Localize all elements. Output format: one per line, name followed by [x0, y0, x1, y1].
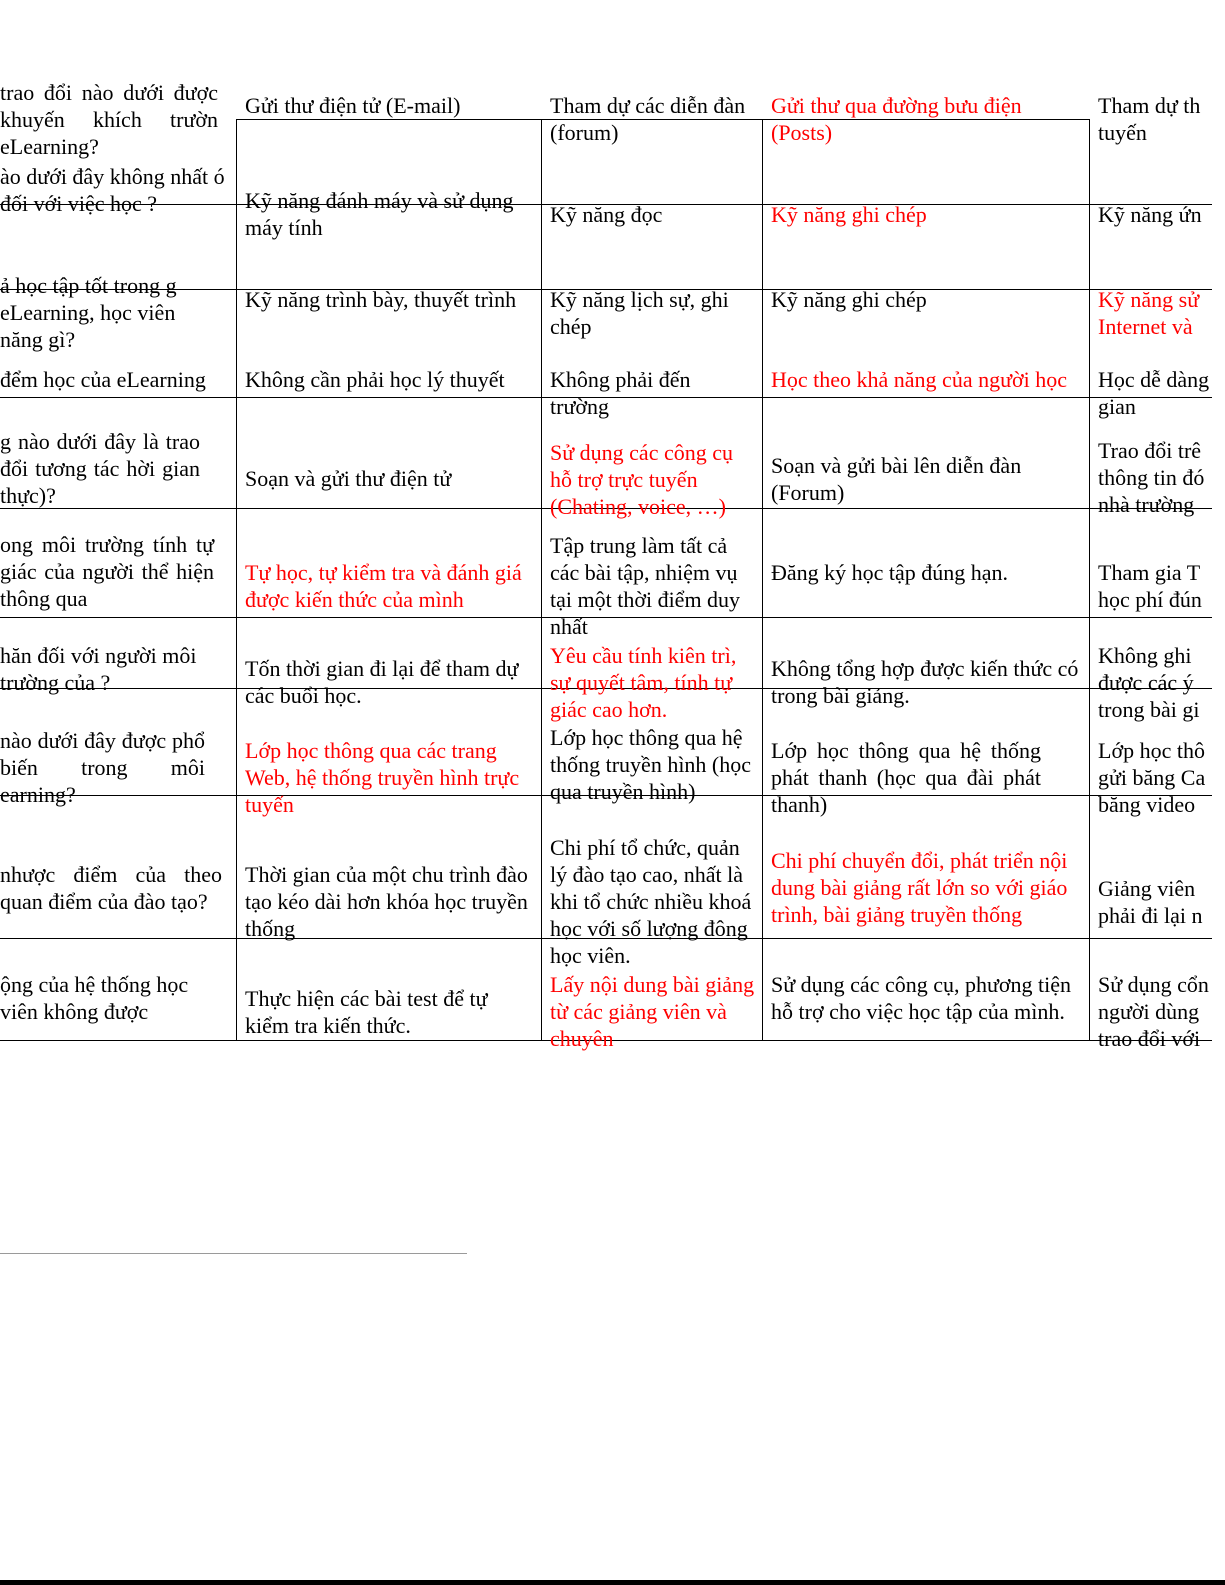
option-a: Thời gian của một chu trình đào tạo kéo dài hơn khóa học truyền thống: [245, 862, 528, 941]
table-rule: [236, 119, 237, 1041]
option-c: Kỹ năng ghi chép: [771, 287, 927, 312]
option-b: Lớp học thông qua hệ thống truyền hình (học qua truyền hình): [550, 725, 752, 804]
option-d: Lớp học thô gửi băng Ca băng video: [1098, 738, 1206, 817]
footnote-separator: [0, 1253, 467, 1254]
question-cell: ong môi trường tính tự giác của người thể hiện thông qua: [0, 532, 214, 611]
option-b: Kỹ năng lịch sự, ghi chép: [550, 287, 729, 339]
option-b-answer: Yêu cầu tính kiên trì, sự quyết tâm, tính tự giác cao hơn.: [550, 643, 737, 722]
option-c-answer: Học theo khả năng của người học: [771, 367, 1068, 392]
option-a: Tốn thời gian đi lại để tham dự các buổi học.: [245, 656, 519, 708]
option-c: Sử dụng các công cụ, phương tiện hỗ trợ cho việc học tập của mình.: [771, 972, 1072, 1024]
option-c-answer: Kỹ năng ghi chép: [771, 202, 927, 227]
option-a: Không cần phải học lý thuyết: [245, 367, 505, 392]
question-cell: hăn đối với người môi trường của ?: [0, 643, 197, 695]
option-a-answer: Lớp học thông qua các trang Web, hệ thống truyền hình trực tuyến: [245, 738, 520, 817]
option-a: Thực hiện các bài test để tự kiểm tra kiến thức.: [245, 986, 488, 1038]
option-b: Không phải đến trường: [550, 367, 691, 419]
option-d: Tham gia T học phí đún: [1098, 560, 1202, 612]
option-b: Kỹ năng đọc: [550, 202, 663, 227]
question-cell: nhược điểm của theo quan điểm của đào tạo?: [0, 862, 222, 914]
option-c-answer: Chi phí chuyển đổi, phát triển nội dung bài giảng rất lớn so với giáo trình, bài giảng truyền thống: [771, 848, 1068, 927]
question-cell: trao đổi nào dưới được khuyến khích trườn eLearning?: [0, 80, 218, 159]
page-bottom-border: [0, 1580, 1225, 1585]
table-rule: [762, 119, 763, 1041]
option-d-answer: Kỹ năng sử Internet và: [1098, 287, 1200, 339]
option-c: Không tổng hợp được kiến thức có trong bài giảng.: [771, 656, 1079, 708]
option-b-answer: Lấy nội dung bài giảng từ các giảng viên và chuyên: [550, 972, 755, 1051]
option-d: Sử dụng cổn người dùng trao đổi với: [1098, 972, 1209, 1051]
table-rule: [541, 119, 542, 1041]
table-rule: [1089, 119, 1090, 1041]
question-cell: đểm học của eLearning: [0, 367, 206, 392]
option-b-answer: Sử dụng các công cụ hỗ trợ trực tuyến (Chating, voice, …): [550, 440, 733, 519]
option-c: Đăng ký học tập đúng hạn.: [771, 560, 1009, 585]
question-cell: g nào dưới đây là trao đổi tương tác hời gian thực)?: [0, 429, 200, 508]
option-a: Kỹ năng đánh máy và sử dụng máy tính: [245, 188, 514, 240]
question-cell: nào dưới đây được phổ biến trong môi earning?: [0, 728, 205, 807]
option-d: Tham dự th tuyến: [1098, 93, 1201, 145]
option-a: Gửi thư điện tử (E-mail): [245, 93, 461, 118]
option-d: Học dễ dàng gian: [1098, 367, 1210, 419]
option-d: Trao đổi trê thông tin đó nhà trường: [1098, 438, 1205, 517]
question-cell: ả học tập tốt trong g eLearning, học viên năng gì?: [0, 273, 177, 352]
option-d: Kỹ năng ứn: [1098, 202, 1202, 227]
option-a: Soạn và gửi thư điện tử: [245, 466, 452, 491]
option-b: Chi phí tổ chức, quản lý đào tạo cao, nhất là khi tổ chức nhiều khoá học với số lượng đông học viên.: [550, 835, 752, 968]
option-c: Lớp học thông qua hệ thống phát thanh (học qua đài phát thanh): [771, 738, 1041, 817]
question-cell: ào dưới đây không nhất ó đối với việc học ?: [0, 164, 225, 216]
option-b: Tham dự các diễn đàn (forum): [550, 93, 746, 145]
option-c: Soạn và gửi bài lên diễn đàn (Forum): [771, 453, 1022, 505]
option-a: Kỹ năng trình bày, thuyết trình: [245, 287, 517, 312]
option-d: Không ghi được các ý trong bài gi: [1098, 643, 1200, 722]
option-c-answer: Gửi thư qua đường bưu điện (Posts): [771, 93, 1022, 145]
option-b: Tập trung làm tất cả các bài tập, nhiệm vụ tại một thời điểm duy nhất: [550, 533, 741, 639]
question-cell: ộng của hệ thống học viên không được: [0, 972, 189, 1024]
option-a-answer: Tự học, tự kiểm tra và đánh giá được kiến thức của mình: [245, 560, 522, 612]
option-d: Giảng viên phải đi lại n: [1098, 876, 1203, 928]
